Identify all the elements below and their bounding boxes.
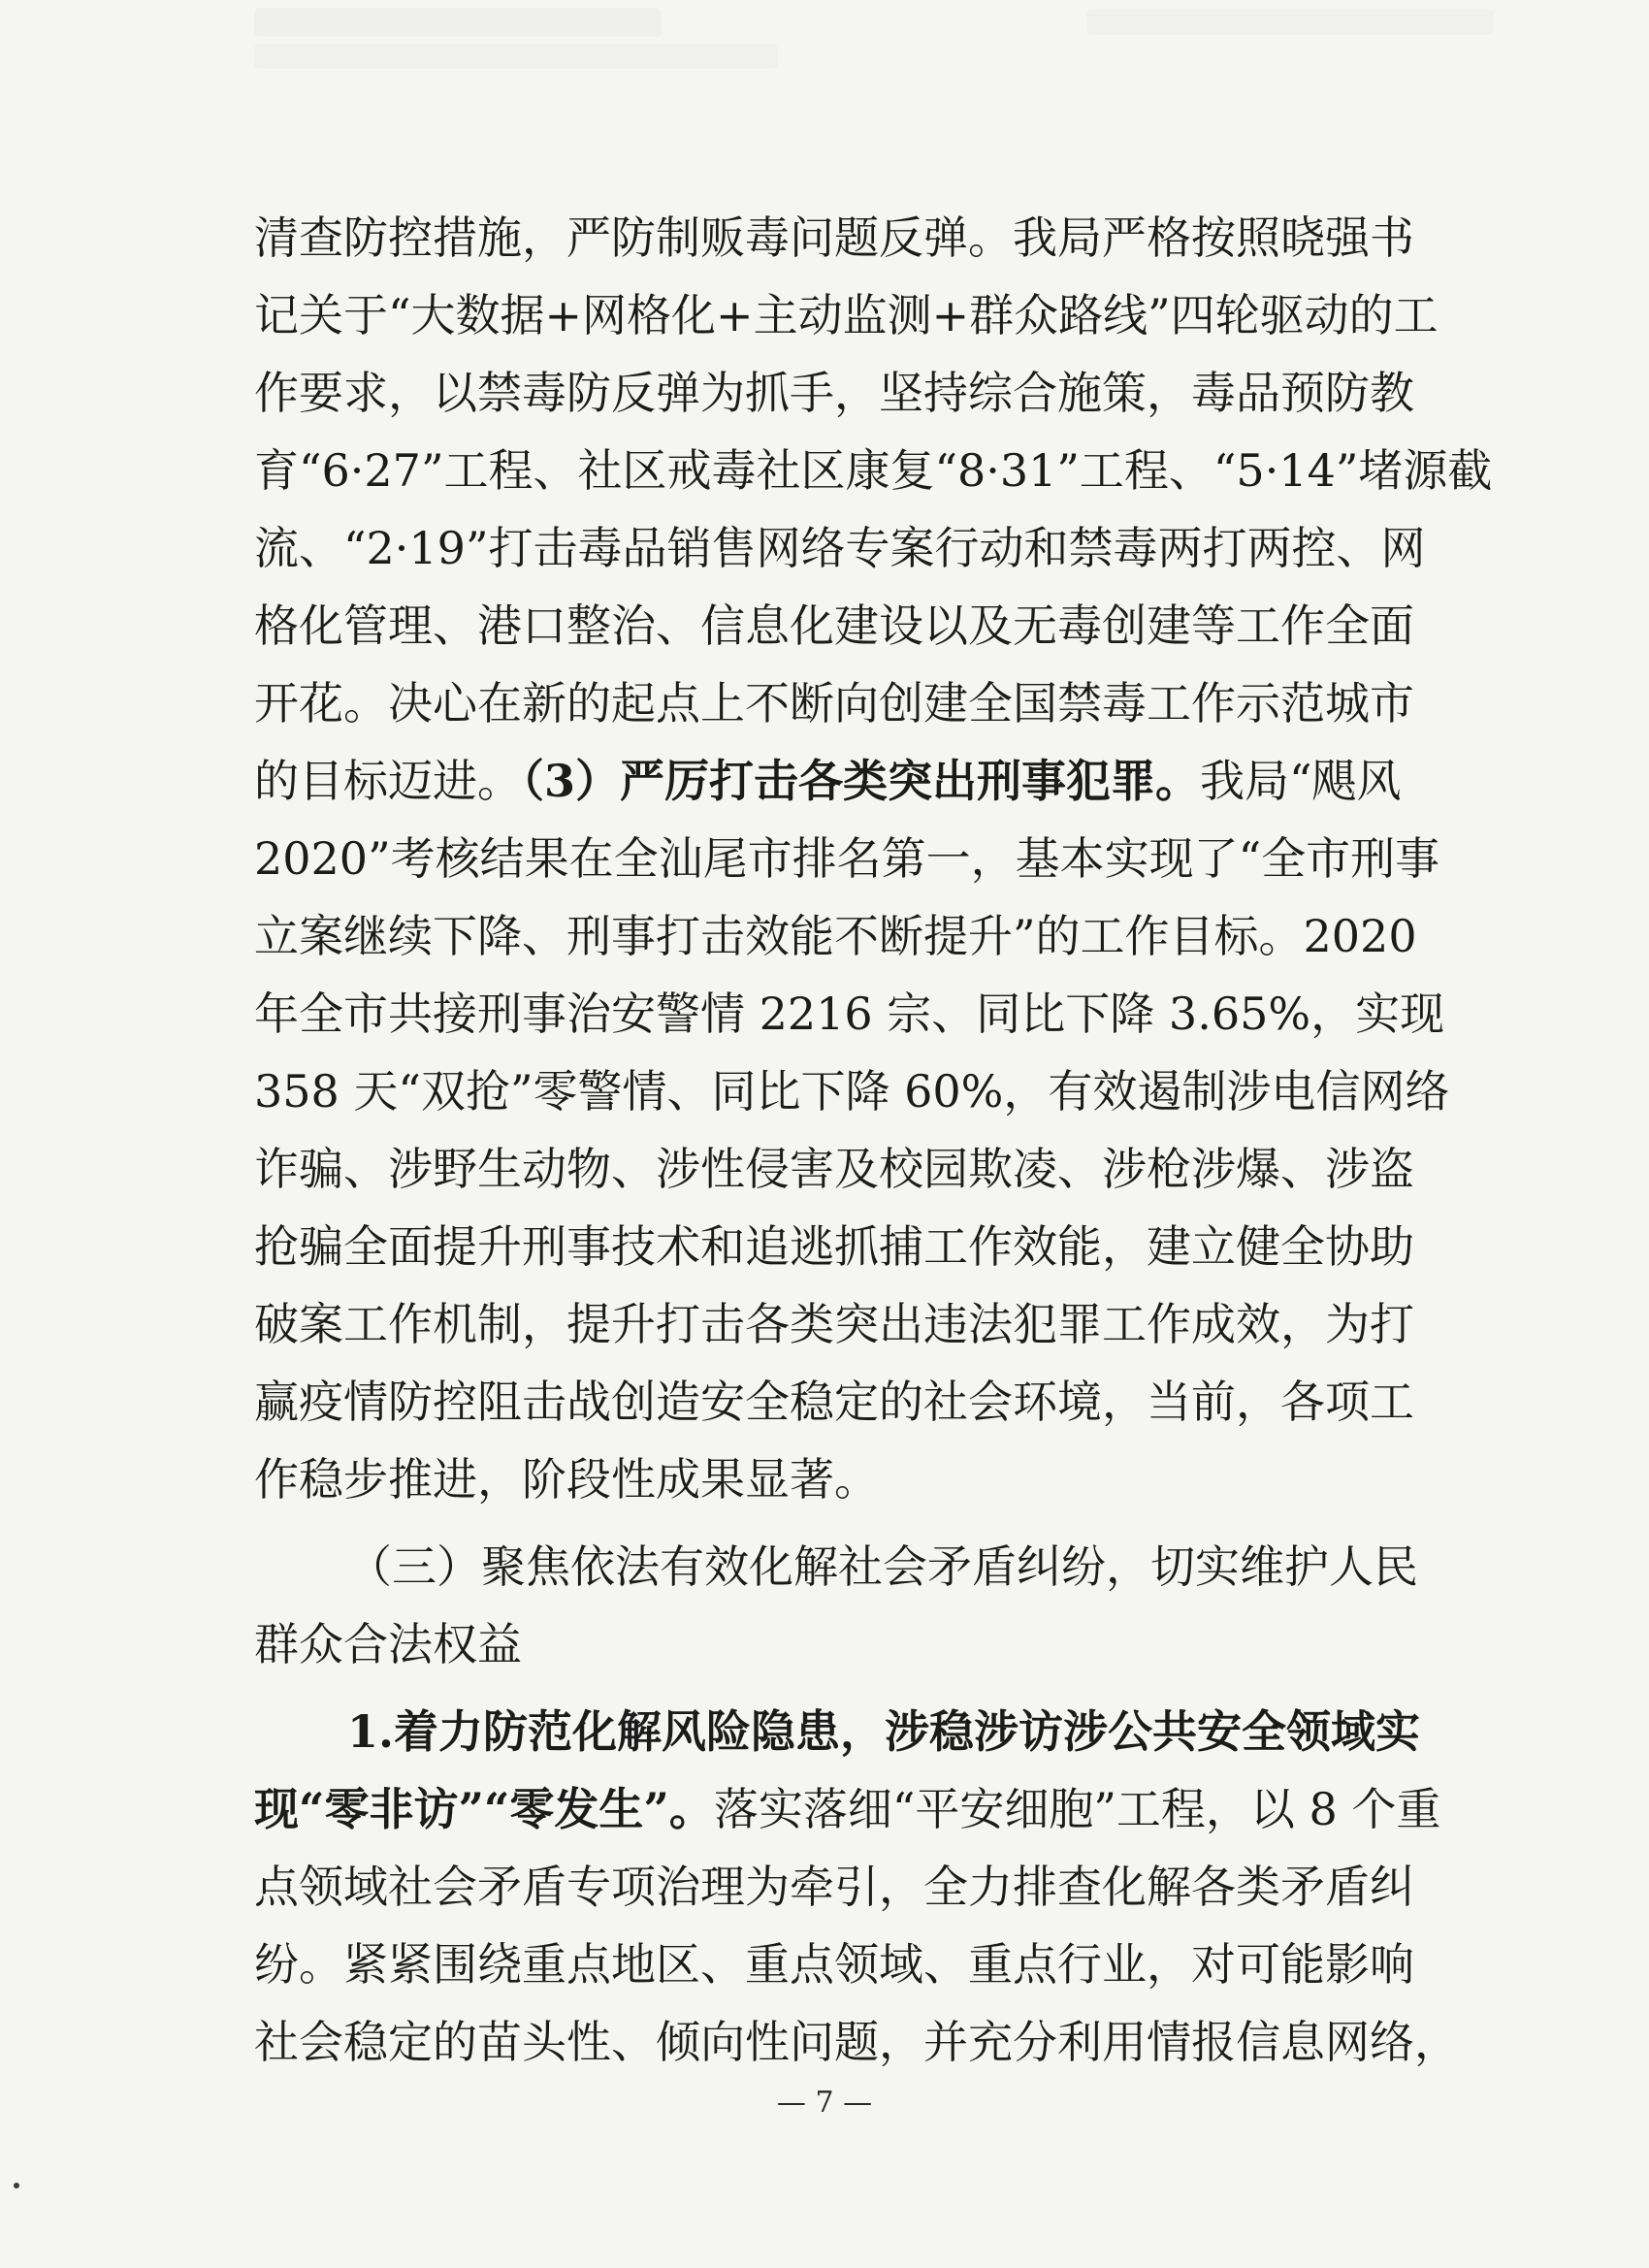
text-line: 立案继续下降、刑事打击效能不断提升”的工作目标。2020 — [254, 910, 1417, 962]
page-number: — 7 — — [776, 2086, 873, 2120]
section-heading-continued: 群众合法权益 — [254, 1618, 522, 1670]
text-run: 落实落细“平安细胞”工程，以 8 个重 — [713, 1783, 1441, 1835]
text-line-mixed — [254, 742, 1402, 820]
text-line: 清查防控措施，严防制贩毒问题反弹。我局严格按照晓强书 — [254, 211, 1414, 264]
text-line: 破案工作机制，提升打击各类突出违法犯罪工作成效，为打 — [254, 1298, 1414, 1350]
scan-speck — [14, 2183, 19, 2188]
bold-paragraph-heading: 1.着力防范化解风险隐患，涉稳涉访涉公共安全领域实 — [347, 1705, 1421, 1758]
bleed-through-shadow — [1086, 10, 1494, 35]
bleed-through-shadow — [254, 44, 778, 69]
text-line: 2020”考核结果在全汕尾市排名第一，基本实现了“全市刑事 — [254, 832, 1440, 885]
section-heading: （三）聚焦依法有效化解社会矛盾纠纷，切实维护人民 — [347, 1540, 1418, 1593]
bold-subheading: （3）严厉打击各类突出刑事犯罪。 — [522, 755, 1201, 807]
text-line: 358 天“双抢”零警情、同比下降 60%，有效遏制涉电信网络 — [254, 1065, 1450, 1118]
text-line: 格化管理、港口整治、信息化建设以及无毒创建等工作全面 — [254, 599, 1414, 652]
text-run: 的目标迈进。 — [254, 755, 522, 807]
text-line: 赢疫情防控阻击战创造安全稳定的社会环境，当前，各项工 — [254, 1376, 1414, 1428]
text-line: 作稳步推进，阶段性成果显著。 — [254, 1453, 879, 1506]
text-line: 记关于“大数据+网格化+主动监测+群众路线”四轮驱动的工 — [254, 289, 1439, 341]
text-line: 年全市共接刑事治安警情 2216 宗、同比下降 3.65%，实现 — [254, 988, 1445, 1040]
bold-subheading: 现“零非访”“零发生”。 — [254, 1783, 714, 1835]
text-line: 流、“2·19”打击毒品销售网络专案行动和禁毒两打两控、网 — [254, 522, 1426, 574]
text-line: 诈骗、涉野生动物、涉性侵害及校园欺凌、涉枪涉爆、涉盗 — [254, 1143, 1414, 1195]
text-line: 育“6·27”工程、社区戒毒社区康复“8·31”工程、“5·14”堵源截 — [254, 444, 1493, 497]
bleed-through-shadow — [254, 8, 662, 37]
text-line: 点领域社会矛盾专项治理为牵引，全力排查化解各类矛盾纠 — [254, 1861, 1414, 1913]
text-line: 纷。紧紧围绕重点地区、重点领域、重点行业，对可能影响 — [254, 1938, 1414, 1991]
text-line: 作要求，以禁毒防反弹为抓手，坚持综合施策，毒品预防教 — [254, 367, 1414, 419]
text-line: 开花。决心在新的起点上不断向创建全国禁毒工作示范城市 — [254, 677, 1414, 729]
text-line-mixed — [254, 1770, 1441, 1848]
text-run: 我局“飓风 — [1200, 755, 1402, 807]
text-line: 抢骗全面提升刑事技术和追逃抓捕工作效能，建立健全协助 — [254, 1220, 1414, 1273]
text-line: 社会稳定的苗头性、倾向性问题，并充分利用情报信息网络， — [254, 2016, 1459, 2068]
